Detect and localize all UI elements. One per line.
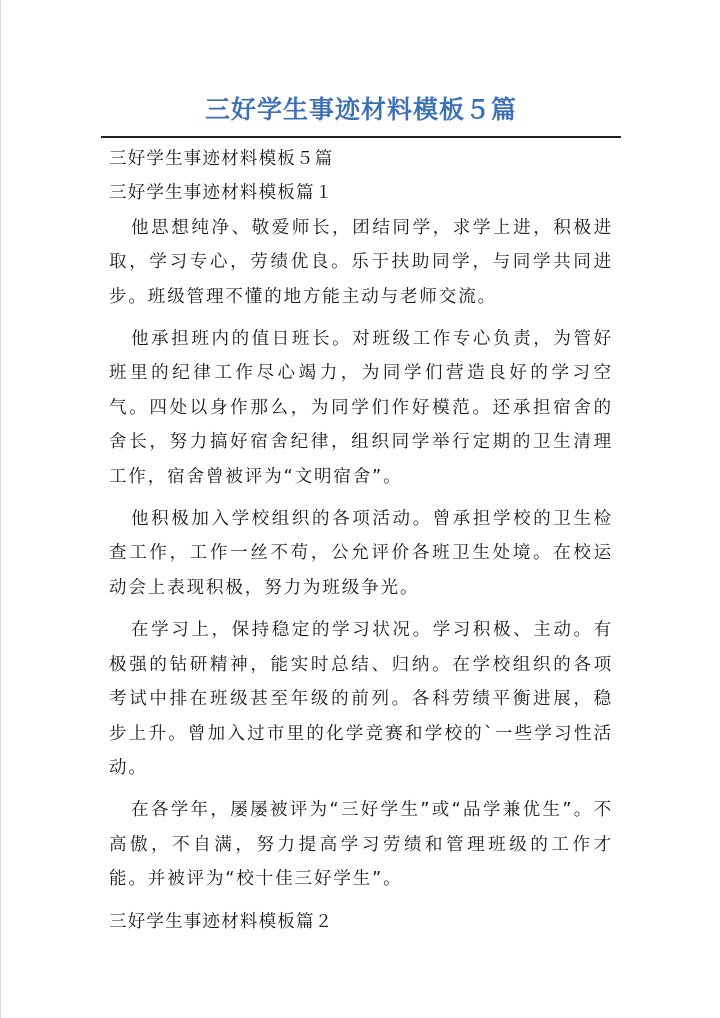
- document-title: 三好学生事迹材料模板５篇: [204, 95, 517, 124]
- paragraph-3: 他积极加入学校组织的各项活动。曾承担学校的卫生检查工作，工作一丝不苟，公允评价各班卫生处境。在校运动会上表现积极，努力为班级争光。: [109, 509, 613, 598]
- paragraph-1: 他思想纯净、敬爱师长，团结同学，求学上进，积极进取，学习专心，劳绩优良。乐于扶助同学，与同学共同进步。班级管理不懂的地方能主动与老师交流。: [109, 217, 613, 307]
- section-heading-2: 三好学生事迹材料模板篇２: [109, 911, 334, 932]
- paragraph-2: 他承担班内的值日班长。对班级工作专心负责，为管好班里的纪律工作尽心竭力，为同学们营造良好的学习空气。四处以身作那么，为同学们作好模范。还承担宿舍的舍长，努力搞好宿舍纪律，组织同学举行定期的卫生清理工作，宿舍曾被评为“文明宿舍”。: [109, 329, 613, 487]
- paragraph-4: 在学习上，保持稳定的学习状况。学习积极、主动。有极强的钻研精神，能实时总结、归纳。在学校组织的各项考试中排在班级甚至年级的前列。各科劳绩平衡进展，稳步上升。曾加入过市里的化学竞赛和学校的`一些学习性活动。: [109, 620, 613, 778]
- paragraph-5: 在各学年，屡屡被评为“三好学生”或“品学兼优生”。不高傲，不自满，努力提高学习劳绩和管理班级的工作才能。并被评为“校十佳三好学生”。: [109, 800, 613, 890]
- title-divider: [101, 136, 621, 138]
- section-heading-1: 三好学生事迹材料模板篇１: [109, 183, 334, 204]
- document-subtitle: 三好学生事迹材料模板５篇: [109, 149, 334, 169]
- document-body: [109, 142, 613, 939]
